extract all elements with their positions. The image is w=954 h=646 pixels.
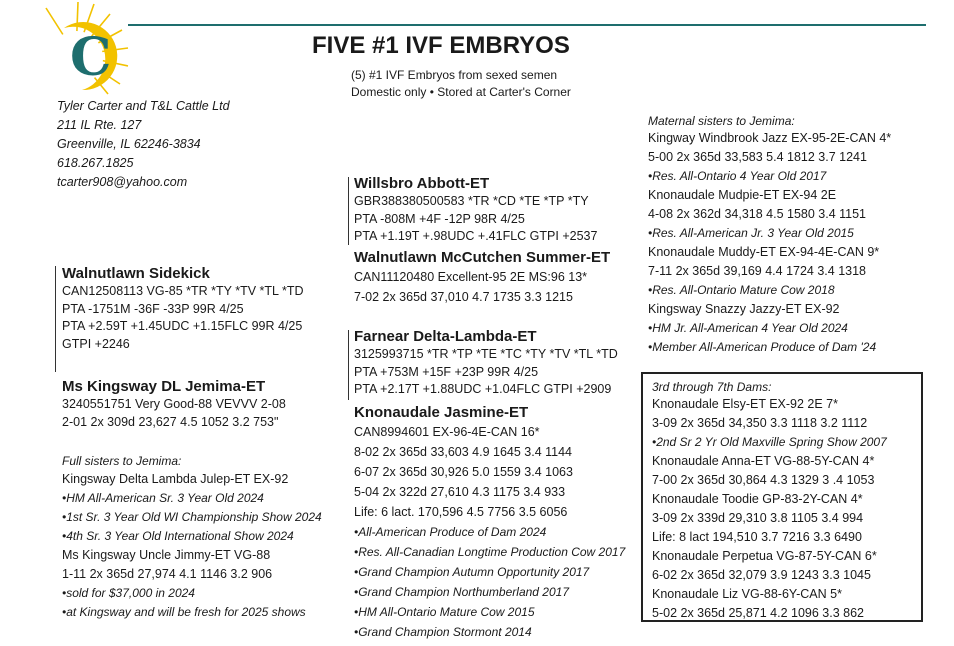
animal-detail: GBR388380500583 *TR *CD *TE *TP *TY <box>354 194 589 208</box>
animal-detail: PTA +753M +15F +23P 99R 4/25 <box>354 364 539 379</box>
dam-line: Knonaudale Elsy-ET EX-92 2E 7* <box>652 397 838 411</box>
dam-line: Knonaudale Toodie GP-83-2Y-CAN 4* <box>652 492 863 506</box>
sire-abbott <box>354 174 597 246</box>
section-header: 3rd through 7th Dams: <box>652 380 772 394</box>
sister-line: 4-08 2x 362d 34,318 4.5 1580 3.4 1151 <box>648 207 867 221</box>
dam-line: 3-09 2x 365d 34,350 3.3 1118 3.2 1112 <box>652 416 868 430</box>
sire-sidekick <box>62 264 304 353</box>
subtitle-2: Domestic only • Stored at Carter's Corner <box>351 85 571 99</box>
sister-note: •at Kingsway and will be fresh for 2025 shows <box>62 605 306 619</box>
sister-note: •Res. All-Ontario 4 Year Old 2017 <box>648 169 827 183</box>
animal-name: Walnutlawn McCutchen Summer-ET <box>354 249 611 266</box>
animal-detail: 3125993715 *TR *TP *TE *TC *TY *TV *TL *TD <box>354 347 618 361</box>
sister-line: 7-11 2x 365d 39,169 4.4 1724 3.4 1318 <box>648 264 867 278</box>
maternal-sisters <box>648 113 891 357</box>
logo-letter: C <box>70 27 112 88</box>
contact-email: tcarter908@yahoo.com <box>57 175 188 189</box>
contact-line: 618.267.1825 <box>57 156 134 170</box>
dam-line: 6-02 2x 365d 32,079 3.9 1243 3.3 1045 <box>652 568 871 582</box>
award-note: •Grand Champion Northumberland 2017 <box>354 585 569 599</box>
animal-detail: GTPI +2246 <box>62 336 130 351</box>
award-note: •Grand Champion Autumn Opportunity 2017 <box>354 565 590 579</box>
sister-line: Knonaudale Mudpie-ET EX-94 2E <box>648 188 837 202</box>
section-header: Maternal sisters to Jemima: <box>648 114 795 128</box>
page-title: FIVE #1 IVF EMBRYOS <box>312 32 570 59</box>
animal-detail: PTA +2.17T +1.88UDC +1.04FLC GTPI +2909 <box>354 382 612 396</box>
animal-detail: Life: 6 lact. 170,596 4.5 7756 3.5 6056 <box>354 505 568 519</box>
pedigree-bracket <box>348 177 349 245</box>
sire-farnear <box>354 327 618 399</box>
award-note: •Grand Champion Stormont 2014 <box>354 625 532 639</box>
sister-note: •1st Sr. 3 Year Old WI Championship Show 2024 <box>62 510 322 524</box>
sister-line: Kingway Windbrook Jazz EX-95-2E-CAN 4* <box>648 131 892 145</box>
animal-detail: 5-04 2x 322d 27,610 4.3 1175 3.4 933 <box>354 485 566 499</box>
animal-detail: PTA +1.19T +.98UDC +.41FLC GTPI +2537 <box>354 229 598 243</box>
dam-jasmine <box>354 403 625 642</box>
sister-line: Kingsway Delta Lambda Julep-ET EX-92 <box>62 472 289 486</box>
contact-line: Greenville, IL 62246-3834 <box>57 137 201 151</box>
animal-detail: PTA +2.59T +1.45UDC +1.15FLC 99R 4/25 <box>62 319 303 333</box>
animal-detail: 6-07 2x 365d 30,926 5.0 1559 3.4 1063 <box>354 465 573 479</box>
sister-note: •4th Sr. 3 Year Old International Show 2024 <box>62 529 294 543</box>
full-sisters <box>62 453 322 622</box>
dam-line: Knonaudale Anna-ET VG-88-5Y-CAN 4* <box>652 454 875 468</box>
award-note: •HM All-Ontario Mature Cow 2015 <box>354 605 535 619</box>
animal-detail: PTA -808M +4F -12P 98R 4/25 <box>354 211 525 226</box>
contact-block <box>57 97 230 192</box>
dam-line: Life: 8 lact 194,510 3.7 7216 3.3 6490 <box>652 530 862 544</box>
animal-name: Farnear Delta-Lambda-ET <box>354 328 537 345</box>
dam-line: Knonaudale Perpetua VG-87-5Y-CAN 6* <box>652 549 877 563</box>
dam-summer <box>354 248 610 307</box>
pedigree-bracket <box>55 266 56 372</box>
sister-note: •Member All-American Produce of Dam '24 <box>648 340 877 354</box>
sister-line: 5-00 2x 365d 33,583 5.4 1812 3.7 1241 <box>648 150 867 164</box>
section-header: Full sisters to Jemima: <box>62 454 182 468</box>
header-rule <box>128 24 926 26</box>
animal-detail: CAN8994601 EX-96-4E-CAN 16* <box>354 425 540 439</box>
subtitle-1: (5) #1 IVF Embryos from sexed semen <box>351 68 558 82</box>
contact-line: 211 IL Rte. 127 <box>57 118 142 132</box>
dam-line: 5-02 2x 365d 25,871 4.2 1096 3.3 862 <box>652 606 864 620</box>
sister-note: •Res. All-Ontario Mature Cow 2018 <box>648 283 835 297</box>
dam-line: 7-00 2x 365d 30,864 4.3 1329 3 .4 1053 <box>652 473 875 487</box>
sister-line: 1-11 2x 365d 27,974 4.1 1146 3.2 906 <box>62 567 273 581</box>
sister-note: •Res. All-American Jr. 3 Year Old 2015 <box>648 226 854 240</box>
animal-name: Willsbro Abbott-ET <box>354 175 490 192</box>
pedigree-bracket <box>348 330 349 400</box>
dam-line: Knonaudale Liz VG-88-6Y-CAN 5* <box>652 587 842 601</box>
sister-note: •sold for $37,000 in 2024 <box>62 586 195 600</box>
animal-detail: 8-02 2x 365d 33,603 4.9 1645 3.4 1144 <box>354 445 573 459</box>
sister-line: Ms Kingsway Uncle Jimmy-ET VG-88 <box>62 548 271 562</box>
dam-jemima <box>62 377 286 431</box>
award-note: •All-American Produce of Dam 2024 <box>354 525 547 539</box>
animal-name: Knonaudale Jasmine-ET <box>354 404 529 421</box>
dams-box <box>641 372 923 622</box>
animal-detail: 7-02 2x 365d 37,010 4.7 1735 3.3 1215 <box>354 290 573 304</box>
animal-detail: 2-01 2x 309d 23,627 4.5 1052 3.2 753" <box>62 414 279 429</box>
animal-detail: PTA -1751M -36F -33P 99R 4/25 <box>62 301 244 316</box>
dam-note: •2nd Sr 2 Yr Old Maxville Spring Show 2007 <box>652 435 887 449</box>
sister-note: •HM Jr. All-American 4 Year Old 2024 <box>648 321 848 335</box>
sister-line: Kingsway Snazzy Jazzy-ET EX-92 <box>648 302 840 316</box>
contact-line: Tyler Carter and T&L Cattle Ltd <box>57 99 230 113</box>
sister-note: •HM All-American Sr. 3 Year Old 2024 <box>62 491 264 505</box>
award-note: •Res. All-Canadian Longtime Production Cow 2017 <box>354 545 626 559</box>
animal-name: Ms Kingsway DL Jemima-ET <box>62 378 266 395</box>
sister-line: Knonaudale Muddy-ET EX-94-4E-CAN 9* <box>648 245 880 259</box>
animal-name: Walnutlawn Sidekick <box>62 265 210 282</box>
animal-detail: CAN11120480 Excellent-95 2E MS:96 13* <box>354 270 588 284</box>
animal-detail: 3240551751 Very Good-88 VEVVV 2-08 <box>62 397 286 411</box>
dam-line: 3-09 2x 339d 29,310 3.8 1105 3.4 994 <box>652 511 864 525</box>
animal-detail: CAN12508113 VG-85 *TR *TY *TV *TL *TD <box>62 284 304 298</box>
